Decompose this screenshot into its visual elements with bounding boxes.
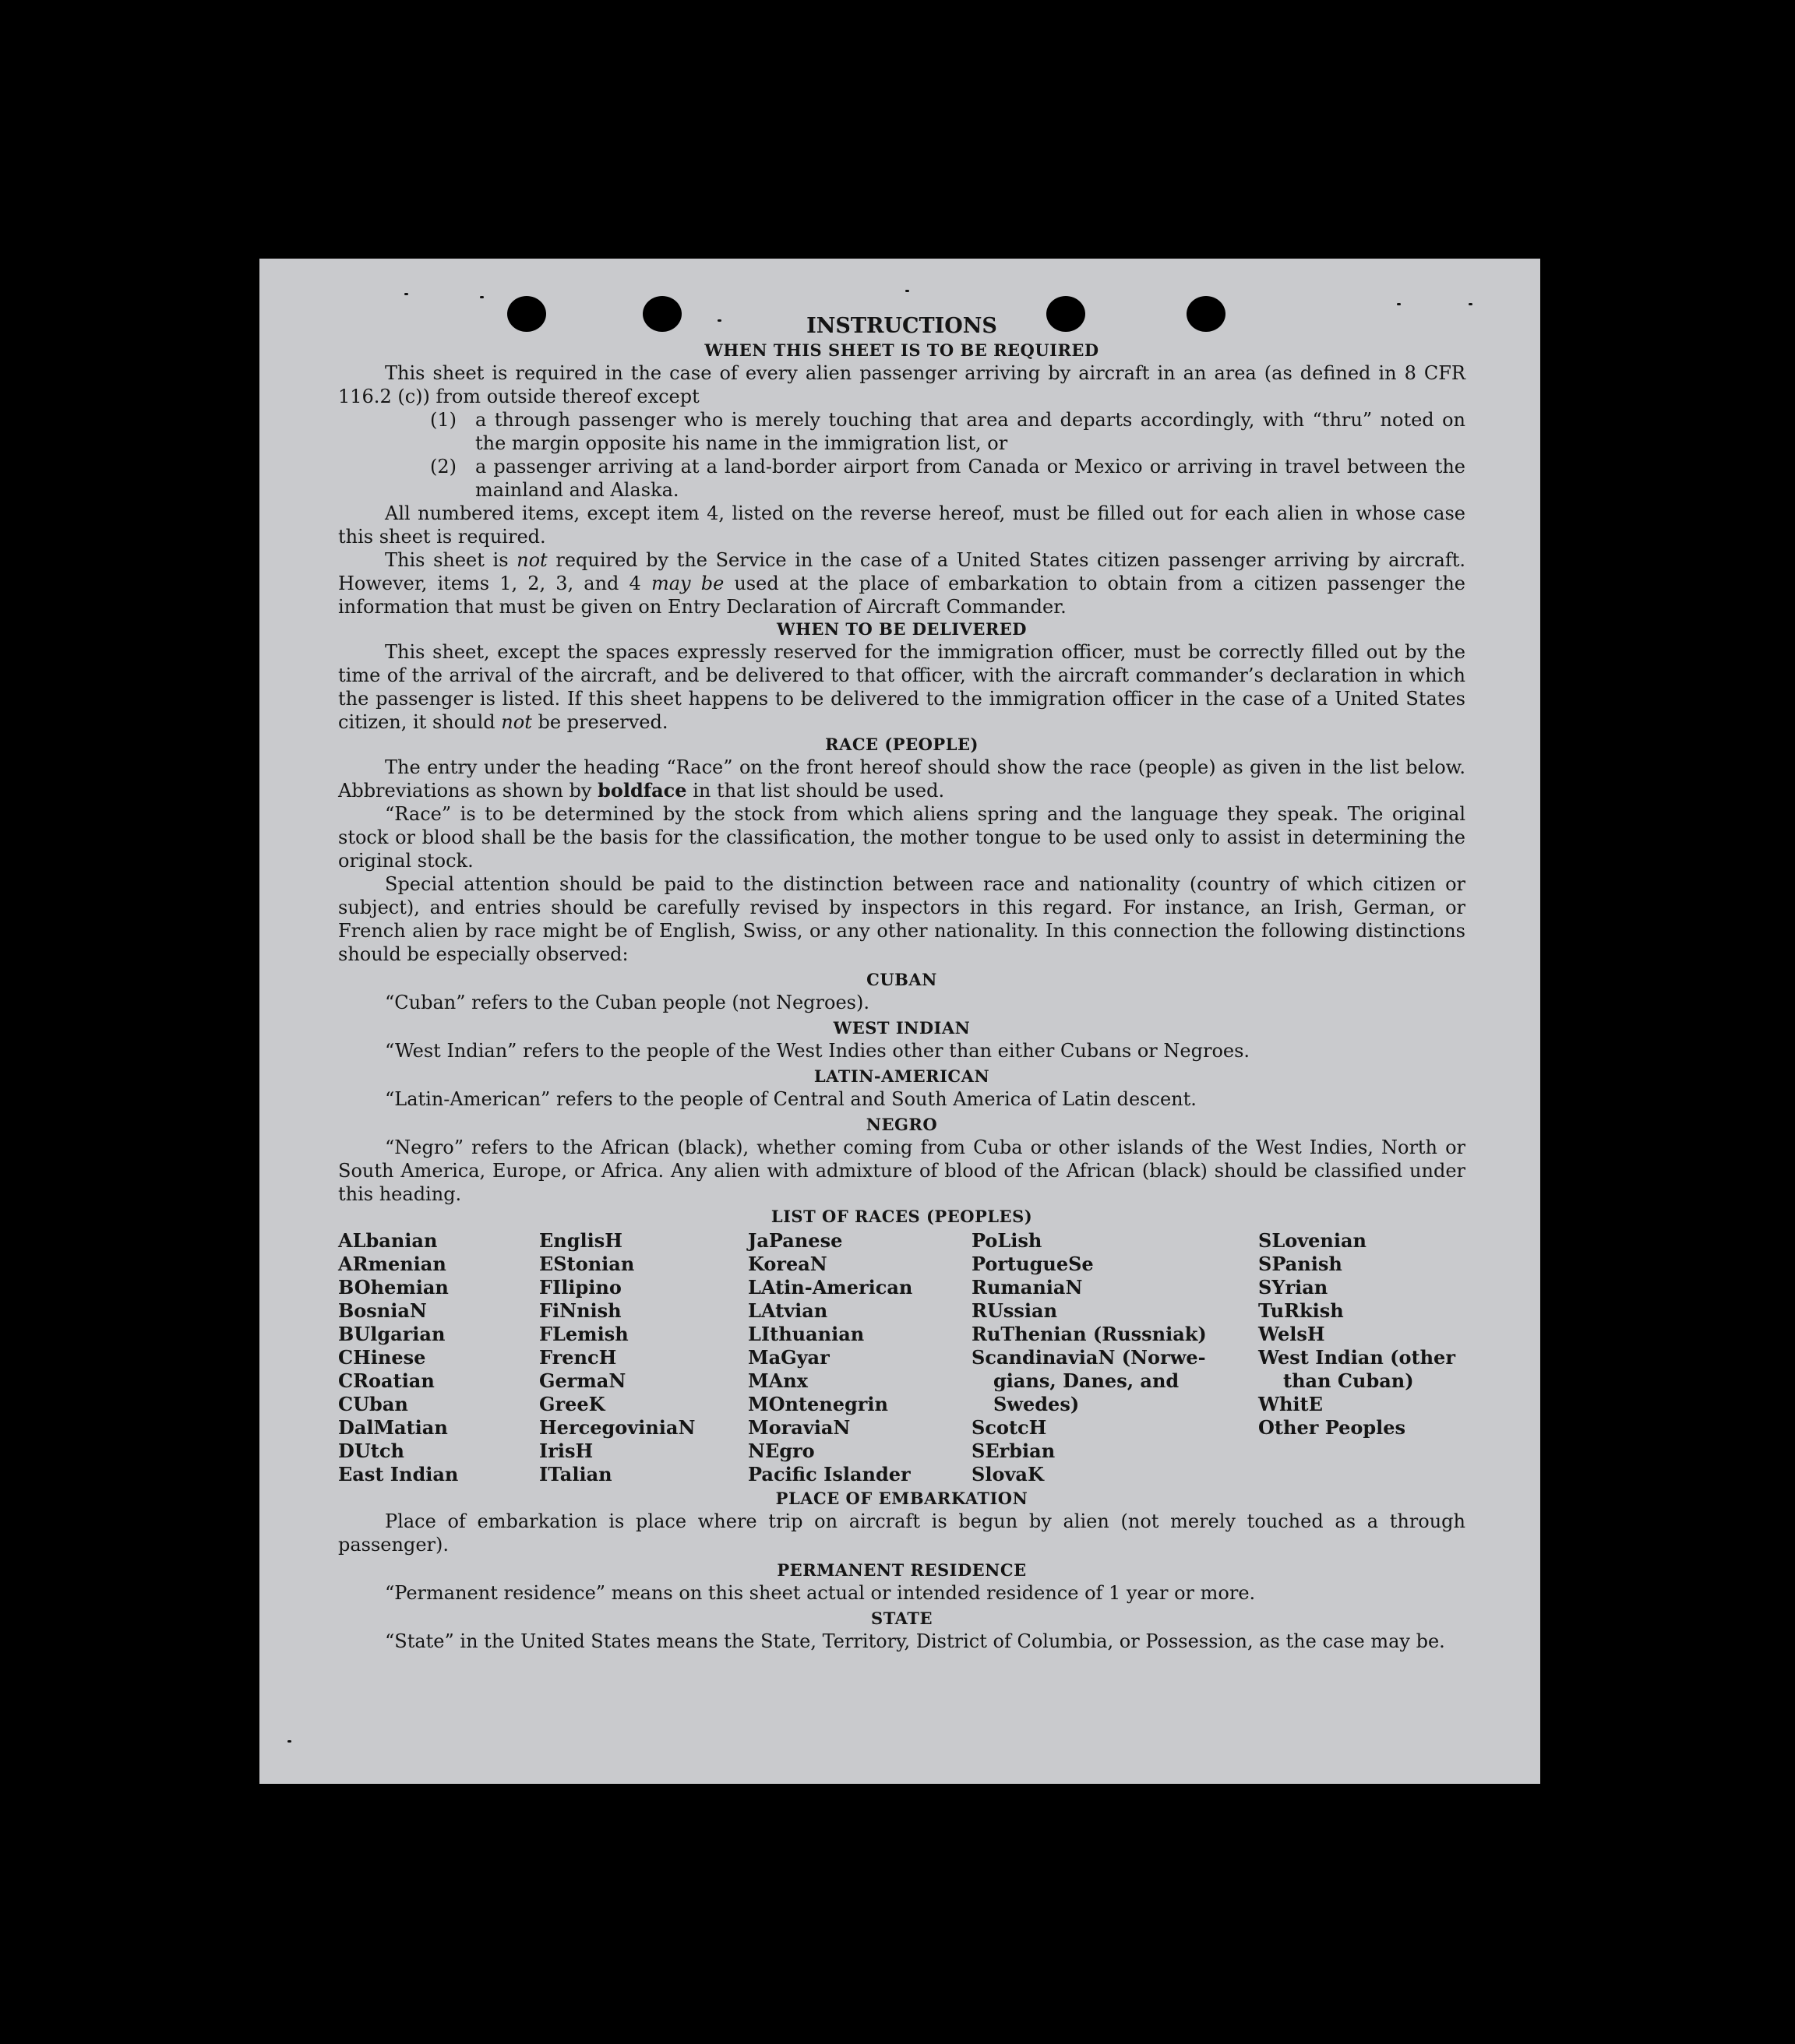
race-item: Swedes) [993, 1393, 1080, 1415]
race-item: ALbanian [338, 1229, 438, 1252]
race-item: East Indian [338, 1463, 459, 1485]
race-item: SPanish [1258, 1253, 1342, 1275]
speck [718, 319, 721, 322]
race-item: Other Peoples [1258, 1416, 1406, 1439]
section-heading-west-indian: WEST INDIAN [833, 1018, 971, 1038]
race-item: BosniaN [338, 1299, 427, 1322]
race-item: FrencH [539, 1346, 617, 1369]
race-item: WelsH [1258, 1323, 1325, 1345]
punch-hole [1187, 296, 1225, 332]
race-item: GreeK [539, 1393, 605, 1415]
race-item: PortugueSe [972, 1253, 1094, 1275]
race-column [748, 1229, 972, 1486]
race-item: FIlipino [539, 1276, 622, 1299]
race-item: TuRkish [1258, 1299, 1344, 1322]
paragraph: Special attention should be paid to the distinction between race and nationality (country of which citizen or subject), and entries should be carefully revised by inspectors in this regard. For instance, an Irish, German, or French alien by race might be of English, Swiss, or any other nationality. In this connection the following distinctions should be especially observed: [338, 873, 1465, 965]
race-item: FiNnish [539, 1299, 622, 1322]
section-heading-cuban: CUBAN [866, 970, 937, 989]
race-item: SYrian [1258, 1276, 1328, 1299]
speck [480, 296, 484, 298]
race-item: EStonian [539, 1253, 635, 1275]
section-heading-embarkation: PLACE OF EMBARKATION [775, 1489, 1028, 1508]
item-text: a through passenger who is merely touching that area and departs accordingly, with “thru” noted on the margin opposite his name in the immigration list, or [475, 409, 1465, 454]
section-heading-race-list: LIST OF RACES (PEOPLES) [771, 1207, 1033, 1226]
race-item: ScandinaviaN (Norwe- [972, 1346, 1206, 1369]
race-item: WhitE [1258, 1393, 1323, 1415]
race-column [1258, 1229, 1465, 1486]
instruction-sheet [259, 259, 1540, 1784]
race-item: IrisH [539, 1440, 594, 1462]
speck [287, 1740, 291, 1743]
race-item: CRoatian [338, 1369, 435, 1392]
section-heading-race: RACE (PEOPLE) [825, 735, 979, 754]
race-item: SErbian [972, 1440, 1056, 1462]
race-item: PoLish [972, 1229, 1042, 1252]
race-item: NEgro [748, 1440, 815, 1462]
section-heading-latin-american: LATIN-AMERICAN [813, 1066, 990, 1086]
race-item: EnglisH [539, 1229, 622, 1252]
paragraph: Place of embarkation is place where trip on aircraft is begun by alien (not merely touched as a through passenger). [338, 1510, 1465, 1556]
race-item: HercegoviniaN [539, 1416, 696, 1439]
paragraph: “Cuban” refers to the Cuban people (not Negroes). [385, 992, 869, 1013]
paragraph: This sheet is not required by the Service in the case of a United States citizen passenger arriving by aircraft. However, items 1, 2, 3, and 4 may be used at the place of embarkation to obtain from a citizen passenger the information that must be given on Entry Declaration of Aircraft Commander. [338, 549, 1465, 618]
punch-hole [507, 296, 546, 332]
section-heading-delivered: WHEN TO BE DELIVERED [776, 619, 1027, 639]
page-title: INSTRUCTIONS [806, 314, 997, 338]
speck [404, 293, 408, 295]
item-text: a passenger arriving at a land-border airport from Canada or Mexico or arriving in travel between the mainland and Alaska. [475, 456, 1465, 501]
race-item: CHinese [338, 1346, 426, 1369]
race-item: DalMatian [338, 1416, 448, 1439]
race-item: RuThenian (Russniak) [972, 1323, 1207, 1345]
paragraph: “West Indian” refers to the people of the West Indies other than either Cubans or Negroes. [385, 1040, 1250, 1062]
race-item: GermaN [539, 1369, 626, 1392]
section-heading-state: STATE [871, 1609, 933, 1628]
paragraph: “Negro” refers to the African (black), whether coming from Cuba or other islands of the West Indies, North or South America, Europe, or Africa. Any alien with admixture of blood of the African (black) should be classified under this heading. [338, 1137, 1465, 1205]
race-item: ITalian [539, 1463, 612, 1485]
race-item: MOntenegrin [748, 1393, 888, 1415]
race-item: LIthuanian [748, 1323, 865, 1345]
race-item: CUban [338, 1393, 408, 1415]
race-item: than Cuban) [1283, 1369, 1414, 1392]
paragraph: The entry under the heading “Race” on the front hereof should show the race (people) as given in the list below. Abbreviations as shown by boldface in that list should be used. [338, 756, 1465, 802]
race-item: RumaniaN [972, 1276, 1083, 1299]
race-item: SlovaK [972, 1463, 1044, 1485]
section-heading-residence: PERMANENT RESIDENCE [777, 1560, 1027, 1580]
race-item: ScotcH [972, 1416, 1047, 1439]
race-item: MaGyar [748, 1346, 830, 1369]
section-heading-negro: NEGRO [866, 1115, 938, 1134]
race-item: JaPanese [748, 1229, 843, 1252]
race-item: KoreaN [748, 1253, 827, 1275]
section-heading-required: WHEN THIS SHEET IS TO BE REQUIRED [704, 340, 1099, 360]
item-number: (2) [430, 456, 457, 478]
race-item: MoraviaN [748, 1416, 851, 1439]
race-item: BUlgarian [338, 1323, 446, 1345]
speck [1397, 303, 1401, 305]
paragraph: “State” in the United States means the State, Territory, District of Columbia, or Possession, as the case may be. [385, 1630, 1445, 1652]
race-item: LAtvian [748, 1299, 828, 1322]
paragraph: “Permanent residence” means on this sheet actual or intended residence of 1 year or more. [385, 1582, 1256, 1604]
race-item: Pacific Islander [748, 1463, 911, 1485]
item-number: (1) [430, 409, 457, 431]
race-item: SLovenian [1258, 1229, 1367, 1252]
paragraph: All numbered items, except item 4, listed on the reverse hereof, must be filled out for each alien in whose case this sheet is required. [338, 502, 1465, 548]
list-item [338, 408, 1465, 455]
paragraph: This sheet, except the spaces expressly reserved for the immigration officer, must be correctly filled out by the time of the arrival of the aircraft, and be delivered to that officer, with the aircraft commander’s declaration in which the passenger is listed. If this sheet happens to be delivered to the immigration officer in the case of a United States citizen, it should not be preserved. [338, 641, 1465, 733]
race-list [338, 1229, 1465, 1486]
race-item: DUtch [338, 1440, 404, 1462]
race-item: LAtin-American [748, 1276, 913, 1299]
race-column [539, 1229, 748, 1486]
race-item: RUssian [972, 1299, 1058, 1322]
paragraph: “Latin-American” refers to the people of Central and South America of Latin descent. [385, 1088, 1197, 1110]
race-item: gians, Danes, and [993, 1369, 1180, 1392]
race-item: West Indian (other [1258, 1346, 1455, 1369]
paragraph: This sheet is required in the case of every alien passenger arriving by aircraft in an area (as defined in 8 CFR 116.2 (c)) from outside thereof except [338, 362, 1465, 407]
speck [905, 290, 909, 292]
paragraph: “Race” is to be determined by the stock from which aliens spring and the language they speak. The original stock or blood shall be the basis for the classification, the mother tongue to be used only to assist in determining the original stock. [338, 803, 1465, 872]
speck [1469, 303, 1472, 305]
race-item: MAnx [748, 1369, 808, 1392]
punch-hole [643, 296, 682, 332]
list-item [338, 455, 1465, 502]
race-item: FLemish [539, 1323, 629, 1345]
race-column [338, 1229, 539, 1486]
punch-hole [1046, 296, 1085, 332]
race-item: ARmenian [338, 1253, 446, 1275]
race-column [972, 1229, 1258, 1486]
race-item: BOhemian [338, 1276, 449, 1299]
